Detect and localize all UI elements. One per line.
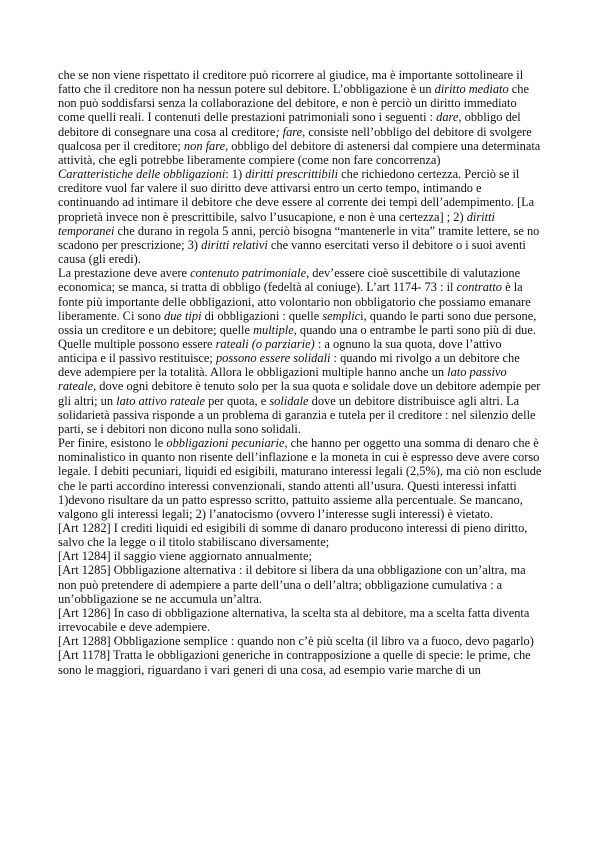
paragraph-obligation-content [58, 68, 542, 167]
paragraph-art-1285 [58, 563, 542, 605]
italic-text-run: diritti temporanei [58, 209, 495, 238]
text-run: [Art 1282] I crediti liquidi ed esigibili di somme di danaro producono interessi di pieno diritto, salvo che la legge o il titolo stabiliscano diversamente; [58, 521, 528, 550]
text-run: è la fonte più importante delle obbligazioni, atto volontario non obbligatorio che possiamo emanare liberamente. Ci sono [58, 280, 531, 323]
italic-text-run: obbligazioni pecuniarie [166, 436, 285, 451]
italic-text-run: diritto mediato [434, 82, 509, 97]
italic-text-run: semplic [322, 308, 361, 323]
document-page [58, 68, 542, 677]
text-run: dove un debitore distribuisce agli altri. La solidarietà passiva risponde a un problema di garanzia e tutela per il creditore : nel silenzio delle parti, se i debitori non dicono nulla sono solidali. [58, 393, 536, 436]
text-run: [Art 1178] Tratta le obbligazioni generiche in contrapposizione a quelle di specie: le prime, che sono le maggiori, riguardano i vari generi di una cosa, ad esempio varie marche di un [58, 648, 531, 677]
text-run: i, quando le parti sono due persone, ossia un creditore e un debitore; quelle [58, 308, 537, 337]
paragraph-art-1282 [58, 521, 542, 549]
paragraph-art-1178 [58, 648, 542, 676]
paragraph-obligation-types [58, 266, 542, 436]
paragraph-art-1284 [58, 549, 542, 563]
text-run: [Art 1284] il saggio viene aggiornato annualmente; [58, 549, 312, 564]
italic-text-run: solidale [269, 393, 309, 408]
text-run: [Art 1285] Obbligazione alternativa : il debitore si libera da una obbligazione con un’altra, ma non può pretendere di adempiere a parte dell’una o dell’altra; obbligazione cumulativa : a un’obbligazione se ne accumula un’altra. [58, 563, 526, 606]
italic-text-run: multiple [253, 322, 294, 337]
text-run: Per finire, esistono le [58, 436, 167, 451]
text-run: che durano in regola 5 anni, perciò bisogna “mantenerle in vita” tramite lettere, se no scadono per prescrizione; 3) [58, 223, 540, 252]
text-run: , obbligo del debitore di astenersi dal compiere una determinata attività, che egli potrebbe liberamente compiere (come non fare concorrenza) [58, 138, 541, 167]
text-run: : quando mi rivolgo a un debitore che deve adempiere per la totalità. Allora le obbligazioni multiple hanno anche un [58, 351, 520, 380]
italic-text-run: dare [436, 110, 459, 125]
italic-text-run: lato passivo rateale [58, 365, 507, 394]
text-run: : a ognuno la sua quota, dove l’attivo anticipa e il passivo restituisce; [58, 336, 502, 366]
italic-text-run: contenuto patrimoniale [190, 266, 307, 281]
text-run: , quando una o entrambe le parti sono più di due. Quelle multiple possono essere [58, 322, 536, 351]
text-run: , dove ogni debitore è tenuto solo per la sua quota e solidale dove un debitore adempie per gli altri; un [58, 379, 541, 408]
text-run: che non può soddisfarsi senza la collaborazione del debitore, e non è perciò un diritto immediato come quelli reali. I contenuti delle prestazioni patrimoniali sono i seguenti : [58, 82, 529, 125]
text-run: che richiedono certezza. Perciò se il creditore vuol far valere il suo diritto deve attivarsi entro un certo tempo, intimando e continuando ad intimare il debitore che deve essere al corrente dei tempi dell’adempimento. [La proprietà invece non è prescrittibile, salvo l’usucapione, e non è una certezza] ; 2) [58, 167, 535, 224]
italic-text-run: ; fare [275, 124, 303, 139]
text-run: : 1) [225, 167, 246, 182]
paragraph-pecuniary-obligations [58, 436, 542, 521]
italic-text-run: diritti relativi [201, 237, 268, 252]
text-run: , dev’essere cioè suscettibile di valutazione economica; se manca, si tratta di obbligo (fedeltà al coniuge). L’art 1174- 73 : il [58, 266, 521, 295]
text-run: La prestazione deve avere [58, 266, 191, 281]
paragraph-art-1286 [58, 606, 542, 634]
text-run: , consiste nell’obbligo del debitore di svolgere qualcosa per il creditore; [58, 124, 532, 153]
italic-text-run: lato attivo rateale [116, 393, 205, 408]
text-run: [Art 1286] In caso di obbligazione alternativa, la scelta sta al debitore, ma a scelta fatta diventa irrevocabile e deve adempiere. [58, 605, 530, 635]
italic-text-run: due tipi [164, 308, 202, 323]
italic-text-run: non fare [183, 138, 226, 153]
text-run: di obbligazioni : quelle [201, 308, 323, 323]
italic-text-run: Caratteristiche delle obbligazioni [58, 167, 226, 182]
paragraph-obligation-characteristics [58, 167, 542, 266]
italic-text-run: possono essere solidali [215, 351, 331, 366]
paragraph-art-1288 [58, 634, 542, 648]
italic-text-run: contratto [456, 280, 502, 295]
text-run: che se non viene rispettato il creditore può ricorrere al giudice, ma è importante sottolineare il fatto che il creditore non ha nessun potere sul debitore. L’obbligazione è un [58, 68, 524, 97]
text-run: , che hanno per oggetto una somma di denaro che è nominalistico in quanto non risente dell’inflazione e la moneta in cui è espresso deve avere corso legale. I debiti pecuniari, liquidi ed esigibili, maturano interessi legali (2,5%), ma ciò non esclude che le parti accordino interessi convenzionali, stando attenti all’usura. Questi interessi infatti 1)devono risultare da un patto espresso scritto, pattuito assieme alla percentuale. Se mancano, valgono gli interessi legali; 2) l’anatocismo (ovvero l’interesse sugli interessi) è vietato. [58, 436, 542, 521]
italic-text-run: rateali (o parziarie) [215, 336, 315, 351]
text-run: [Art 1288] Obbligazione semplice : quando non c’è più scelta (il libro va a fuoco, devo pagarlo) [58, 634, 534, 649]
text-run: , obbligo del debitore di consegnare una cosa al creditore [58, 110, 521, 139]
italic-text-run: diritti prescrittibili [245, 167, 339, 182]
text-run: per quota, e [204, 393, 270, 408]
text-run: che vanno esercitati verso il debitore o i suoi aventi causa (gli eredi). [58, 237, 526, 267]
